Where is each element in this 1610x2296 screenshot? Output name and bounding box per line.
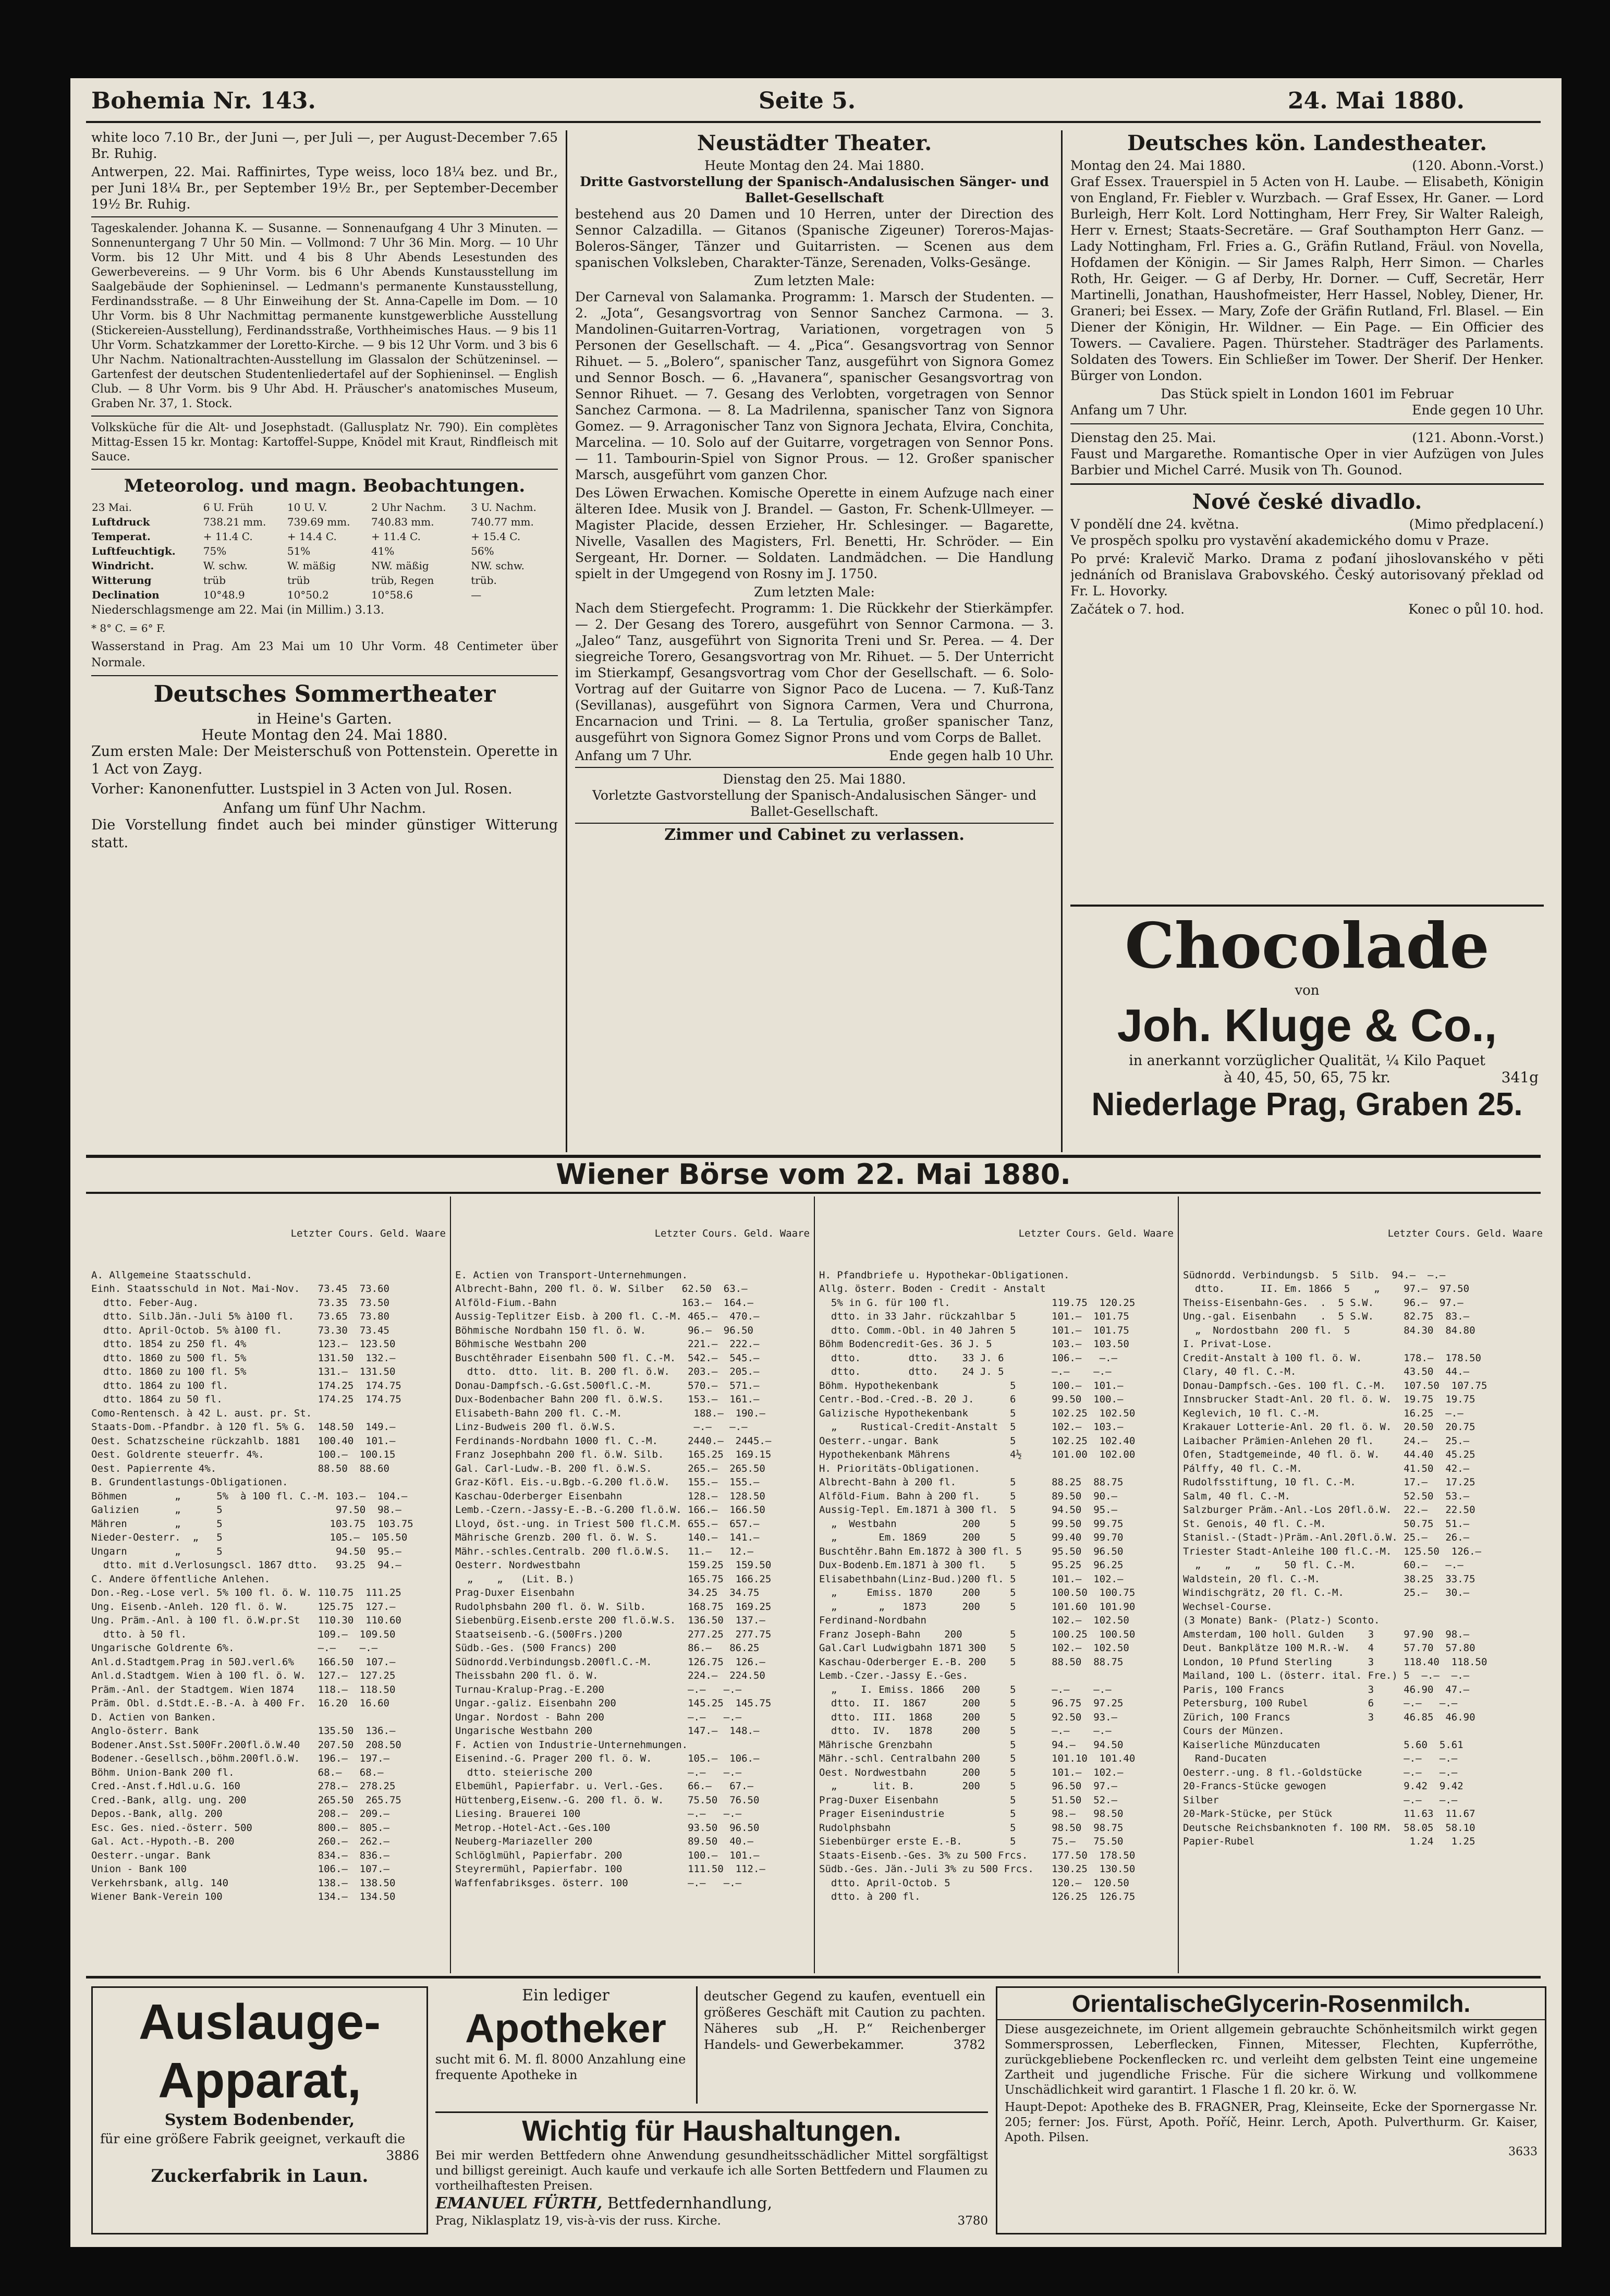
met-head-cell: 2 Uhr Nachm. xyxy=(371,501,446,514)
met-label: Declination xyxy=(92,589,160,601)
met-cell: trüb. xyxy=(471,574,497,587)
header-right: 24. Mai 1880. xyxy=(1288,88,1465,114)
apotheker-text-left: sucht mit 6. M. fl. 8000 Anzahlung eine frequente Apotheke in xyxy=(435,2052,686,2082)
boerse-column-4 xyxy=(1183,1199,1543,1971)
met-label: Temperat. xyxy=(92,530,151,543)
boerse-col4-head: Letzter Cours. Geld. Waare xyxy=(1387,1228,1543,1239)
landestheater-next-abonn: (121. Abonn.-Vorst.) xyxy=(1412,430,1544,445)
landestheater-end: Ende gegen 10 Uhr. xyxy=(1412,402,1544,418)
met-cell: + 11.4 C. xyxy=(371,530,421,543)
boerse-rule-3 xyxy=(1178,1196,1179,1973)
met-footnote: * 8° C. = 6° F. xyxy=(91,622,166,634)
boerse-title-rule xyxy=(86,1192,1541,1194)
met-head-cell: 6 U. Früh xyxy=(203,501,253,514)
sugar-report-antwerpen: Antwerpen, 22. Mai. Raffinirtes, Type weiss, loco 18¼ bez. und Br., per Juni 18¼ Br., per September 19½ Br., per September-December 19½ Br. Ruhig. xyxy=(91,164,558,212)
czech-start: Začátek o 7. hod. xyxy=(1070,602,1185,617)
sommertheater-title: Deutsches Sommertheater xyxy=(153,681,496,707)
boerse-col1-head: Letzter Cours. Geld. Waare xyxy=(290,1228,446,1239)
met-row xyxy=(91,544,558,558)
czech-note: (Mimo předplacení.) xyxy=(1409,517,1544,532)
haushaltungen-business: Bettfedernhandlung, xyxy=(607,2194,772,2213)
met-row xyxy=(91,573,558,588)
neustaedter-intro: bestehend aus 20 Damen und 10 Herren, unter der Direction des Sennor Calzadilla. — Gitanos (Spanische Zigeuner) Toreros-Majas-Boleros-Sänger, Tänzer und Guitarristen. — Scenen aus dem spanischen Volksleben, Charakter-Tänze, Serenaden, Volks-Gesänge. xyxy=(575,206,1054,270)
sommertheater-date: Heute Montag den 24. Mai 1880. xyxy=(201,726,448,743)
czech-end: Konec o půl 10. hod. xyxy=(1408,602,1544,617)
sommertheater-note: Die Vorstellung findet auch bei minder günstiger Witterung statt. xyxy=(91,817,558,851)
neustaedter-program-2: Des Löwen Erwachen. Komische Operette in einem Aufzuge nach einer älteren Idee. Musik von J. Brandel. — Gaston, Fr. Schenk-Ullmeyer. — Magister Placide, dessen Erzieher, Hr. Schlesinger. — Bagarette, Nivelle, Vasallen des Magisters, Frl. Benetti, Hr. Schröder. — Ein Sergeant, Hr. Dorner. — Soldaten. Landmädchen. — Die Handlung spielt in der Umgegend von Rosny im J. 1750. xyxy=(575,485,1054,581)
column-rule-1 xyxy=(566,130,567,1152)
auslauge-heading-1: Auslauge- xyxy=(138,1994,381,2050)
auslauge-seller: Zuckerfabrik in Laun. xyxy=(151,2166,369,2187)
sommertheater-program-2: Vorher: Kanonenfutter. Lustspiel in 3 Acten von Jul. Rosen. xyxy=(91,781,513,797)
zimmer-ad: Zimmer und Cabinet zu verlassen. xyxy=(664,826,965,844)
haushaltungen-name-row xyxy=(435,2194,988,2214)
boerse-col3-body: H. Pfandbriefe u. Hypothekar-Obligationen. Allg. österr. Boden - Credit - Anstalt 5% in G. für 100 fl. 119.75 120.25 dtto. in 33 Jahr. rückzahlbar 5 101.— 101.75 dtto. Comm.-Obl. in 40 Jahren 5 101.— 101.75 Böhm Bodencredit-Ges. 36 J. 5 103.— 103.50 dtto. dtto. 33 J. 6 106.— —.— dtto. dtto. 24 J. 5 —.— —.— Böhm. Hypothekenbank 5 100.— 101.— Centr.-Bod.-Cred.-B. 20 J. 6 99.50 100.— Galizische Hypothekenbank 5 102.25 102.50 „ Rustical-Credit-Anstalt 5 102.— 103.— Oesterr.-ungar. Bank 5 102.25 102.40 Hypothekenbank Mährens 4½ 101.00 102.00 H. Prioritäts-Obligationen. Albrecht-Bahn à 200 fl. 5 88.25 88.75 Alföld-Fium. Bahn à 200 fl. 5 89.50 90.— Aussig-Tepl. Em.1871 à 300 fl. 5 94.50 95.— „ Westbahn 200 5 99.50 99.75 „ Em. 1869 200 5 99.40 99.70 Buschtěhr.Bahn Em.1872 à 300 fl. 5 95.50 96.50 Dux-Bodenb.Em.1871 à 300 fl. 5 95.25 96.25 Elisabethbahn(Linz-Bud.)200 fl. 5 101.— 102.— „ Emiss. 1870 200 5 100.50 100.75 „ „ 1873 200 5 101.60 101.90 Ferdinand-Nordbahn 102.— 102.50 Franz Joseph-Bahn 200 5 100.25 100.50 Gal.Carl Ludwigbahn 1871 300 5 102.— 102.50 Kaschau-Oderberger E.-B. 200 5 88.50 88.75 Lemb.-Czer.-Jassy E.-Ges. „ I. Emiss. 1866 200 5 —.— —.— dtto. II. 1867 200 5 96.75 97.25 dtto. III. 1868 200 5 92.50 93.— dtto. IV. 1878 200 5 —.— —.— Mährische Grenzbahn 5 94.— 94.50 Mähr.-schl. Centralbahn 200 5 101.10 101.40 Oest. Nordwestbahn 200 5 101.— 102.— „ lit. B. 200 5 96.50 97.— Prag-Duxer Eisenbahn 5 51.50 52.— Prager Eisenindustrie 5 98.— 98.50 Rudolphsbahn 5 98.50 98.75 Siebenbürger erste E.-B. 5 75.— 75.50 Staats-Eisenb.-Ges. 3% zu 500 Frcs. 177.50 178.50 Südb.-Ges. Jän.-Juli 3% zu 500 Frcs. 130.25 130.50 dtto. April-Octob. 5 120.— 120.50 dtto. à 200 fl. 126.25 126.75 xyxy=(819,1269,1136,1902)
met-cell: trüb, Regen xyxy=(371,574,434,587)
auslauge-system: System Bodenbender, xyxy=(164,2111,355,2129)
sommertheater-program-1: Zum ersten Male: Der Meisterschuß von Pottenstein. Operette in 1 Act von Zayg. xyxy=(91,743,558,777)
boerse-col4-body: Südnordd. Verbindungsb. 5 Silb. 94.— —.— dtto. II. Em. 1866 5 „ 97.— 97.50 Theiss-Eisenbahn-Ges. . 5 S.W. 96.— 97.— Ung.-gal. Eisenbahn . 5 S.W. 82.75 83.— „ Nordostbahn 200 fl. 5 84.30 84.80 I. Privat-Lose. Credit-Anstalt à 100 fl. ö. W. 178.— 178.50 Clary, 40 fl. C.-M. 43.50 44.— Donau-Dampfsch.-Ges. 100 fl. C.-M. 107.50 107.75 Innsbrucker Stadt-Anl. 20 fl. ö. W. 19.75 19.75 Keglevich, 10 fl. C.-M. 16.25 —.— Krakauer Lotterie-Anl. 20 fl. ö. W. 20.50 20.75 Laibacher Prämien-Anlehen 20 fl. 24.— 25.— Ofen, Stadtgemeinde, 40 fl. ö. W. 44.40 45.25 Pálffy, 40 fl. C.-M. 41.50 42.— Rudolfsstiftung, 10 fl. C.-M. 17.— 17.25 Salm, 40 fl. C.-M. 52.50 53.— Salzburger Präm.-Anl.-Los 20fl.ö.W. 22.— 22.50 St. Genois, 40 fl. C.-M. 50.75 51.— Stanisl.-(Stadt-)Präm.-Anl.20fl.ö.W. 25.— 26.— Triester Stadt-Anleihe 100 fl.C.-M. 125.50 126.— „ „ „ 50 fl. C.-M. 60.— —.— Waldstein, 20 fl. C.-M. 38.25 33.75 Windischgrätz, 20 fl. C.-M. 25.— 30.— Wechsel-Course. (3 Monate) Bank- (Platz-) Sconto. Amsterdam, 100 holl. Gulden 3 97.90 98.— Deut. Bankplätze 100 M.R.-W. 4 57.70 57.80 London, 10 Pfund Sterling 3 118.40 118.50 Mailand, 100 L. (österr. ital. Fre.) 5 —.— —.— Paris, 100 Francs 3 46.90 47.— Petersburg, 100 Rubel 6 —.— —.— Zürich, 100 Francs 3 46.85 46.90 Cours der Münzen. Kaiserliche Münzducaten 5.60 5.61 Rand-Ducaten —.— —.— Oesterr.-ung. 8 fl.-Goldstücke —.— —.— 20-Francs-Stücke gewogen 9.42 9.42 Silber —.— —.— 20-Mark-Stücke, per Stück 11.63 11.67 Deutsche Reichsbanknoten f. 100 RM. 58.05 58.10 Papier-Rubel 1.24 1.25 xyxy=(1183,1269,1487,1847)
met-cell: W. mäßig xyxy=(287,559,336,572)
neustaedter-next-date: Dienstag den 25. Mai 1880. xyxy=(723,772,906,787)
chocolade-prices: à 40, 45, 50, 65, 75 kr. xyxy=(1223,1069,1391,1086)
chocolade-price-row xyxy=(1070,1069,1544,1086)
auslauge-heading-2: Apparat, xyxy=(158,2053,361,2108)
met-cell: 10°50.2 xyxy=(287,589,329,601)
sommertheater-start: Anfang um fünf Uhr Nachm. xyxy=(223,800,426,816)
boerse-column-2 xyxy=(455,1199,810,1971)
met-row xyxy=(91,515,558,529)
czech-theater-title: Nové české divadlo. xyxy=(1192,490,1422,514)
column-rule-2 xyxy=(1061,130,1063,1152)
boerse-rule-2 xyxy=(814,1196,815,1973)
tageskalender: Tageskalender. Johanna K. — Susanne. — Sonnenaufgang 4 Uhr 3 Minuten. — Sonnenuntergang 7 Uhr 50 Min. — Vollmond: 7 Uhr 36 Min. Morg. — 10 Uhr Vorm. bis 12 Uhr Mitt. und 4 bis 8 Uhr Abends Lesestunden des Gewerbevereins. — 9 Uhr Vorm. bis 6 Uhr Abends Kunstausstellung im Saalgebäude der Sophieninsel. — Ledmann's permanente Kunstausstellung, Ferdinandsstraße. — 8 Uhr Einweihung der St. Anna-Capelle im Dom. — 10 Uhr Vorm. bis 8 Uhr Nachmittag permanente kunstgewerbliche Ausstellung (Stickereien-Ausstellung), Ferdinandsstraße, Vorthheimisches Haus. — 9 bis 11 Uhr Vorm. Schatzkammer der Loretto-Kirche. — 9 bis 12 Uhr Vorm. und 3 bis 6 Uhr Nachm. Nationaltrachten-Ausstellung im Glassalon der Schützeninsel. — Gartenfest der deutschen Studentenliedertafel auf der Sophieninsel. — English Club. — 8 Uhr Vorm. bis 9 Uhr Abd. H. Präuscher's anatomisches Museum, Graben Nr. 37, 1. Stock. xyxy=(91,222,558,410)
haushaltungen-address: Prag, Niklasplatz 19, vis-à-vis der russ. Kirche. xyxy=(435,2214,721,2228)
haushaltungen-name: EMANUEL FÜRTH, xyxy=(435,2194,603,2213)
rosenmilch-ad xyxy=(996,1986,1546,2234)
met-head-cell: 3 U. Nachm. xyxy=(471,501,536,514)
met-cell: W. schw. xyxy=(203,559,248,572)
haushaltungen-number: 3780 xyxy=(957,2214,988,2228)
boerse-bottom-rule xyxy=(86,1976,1541,1979)
newspaper-page xyxy=(70,78,1562,2247)
met-cell: 10°58.6 xyxy=(371,589,413,601)
met-cell: 740.77 mm. xyxy=(471,516,534,528)
rosenmilch-depot: Haupt-Depot: Apotheke des B. FRAGNER, Prag, Kleinseite, Ecke der Spornergasse Nr. 205; ferner: Jos. Fürst, Apoth. Poříč, Heinr. Lerch, Apoth. Pulverthurm. Gr. Kaiser, Apoth. Pilsen. xyxy=(1005,2100,1538,2144)
met-cell: 41% xyxy=(371,545,395,557)
landestheater-title: Deutsches kön. Landestheater. xyxy=(1127,131,1487,155)
met-cell: trüb xyxy=(287,574,310,587)
met-header-row xyxy=(91,500,558,515)
neustaedter-times xyxy=(575,748,1054,764)
met-cell: + 11.4 C. xyxy=(203,530,253,543)
met-head-cell: 23 Mai. xyxy=(92,501,132,514)
neustaedter-program-1: Der Carneval von Salamanka. Programm: 1. Marsch der Studenten. — 2. „Jota“, Gesangsvortrag von Sennor Sanchez Carmona. — 3. Mandolinen-Guitarren-Vortrag, Variationen, vorgetragen von 5 Personen der Gesellschaft. — 4. „Pica“. Gesangsvortrag von Sennor Rihuet. — 5. „Bolero“, spanischer Tanz, ausgeführt von Signora Gomez und Sennor Bosch. — 6. „Havanera“, spanischer Gesangsvortrag von Sennor Rihuet. — 7. Gesang des Verlobten, vorgetragen von Sennor Sanchez Carmona. — 8. La Madrilenna, spanischer Tanz von Signora Gomez. — 9. Arragonischer Tanz von Signora Jechata, Elvira, Conchita, Marcelina. — 10. Solo auf der Guitarre, vorgetragen von Sennor Pons. — 11. Tambourin-Spiel von Signor Prous. — 12. Großer spanischer Marsch, ausgeführt vom ganzen Chor. xyxy=(575,289,1054,482)
haushaltungen-heading: Wichtig für Haushaltungen. xyxy=(522,2114,901,2147)
landestheater-next-row xyxy=(1070,430,1544,446)
boerse-rule-1 xyxy=(450,1196,451,1973)
chocolade-heading: Chocolade xyxy=(1125,909,1490,983)
landestheater-abonn: (120. Abonn.-Vorst.) xyxy=(1412,158,1544,173)
landestheater-program: Graf Essex. Trauerspiel in 5 Acten von H. Laube. — Elisabeth, Königin von England, Fr. Fiebler v. Wurzbach. — Graf Essex, Hr. Ganer. — Lord Burleigh, Herr Kolt. Lord Nottingham, Herr Frey, Sir Walter Raleigh, Herr v. Ernest; Staats-Secretäre. — Graf Southampton Herr Ganz. — Lady Nottingham, Frl. Fries a. G., Gräfin Rutland, Fräul. von Novella, Hofdamen der Königin. — Sir James Ralph, Herr Simon. — Charles Roth, Hr. Geiger. — G af Derby, Hr. Dorner. — Cuff, Secretär, Herr Martinelli, Jonathan, Haushofmeister, Herr Hassel, Nobley, Diener, Hr. Graneri; bei Essex. — Mary, Zofe der Gräfin Rutland, Frl. Blasel. — Ein Diener der Königin, Hr. Wildner. — Ein Page. — Ein Officier des Towers. — Cavaliere. Pagen. Thürsteher. Stadträger des Parlaments. Soldaten des Towers. Ein Schließer im Tower. Der Sherif. Der Henker. Bürger von London. xyxy=(1070,174,1544,383)
neustaedter-subtitle: Dritte Gastvorstellung der Spanisch-Andalusischen Sänger- und Ballet-Gesellschaft xyxy=(580,174,1049,205)
boerse-col2-body: E. Actien von Transport-Unternehmungen. Albrecht-Bahn, 200 fl. ö. W. Silber 62.50 63.— Alföld-Fium.-Bahn 163.— 164.— Aussig-Teplitzer Eisb. à 200 fl. C.-M. 465.— 470.— Böhmische Nordbahn 150 fl. ö. W. 96.— 96.50 Böhmische Westbahn 200 221.— 222.— Buschtěhrader Eisenbahn 500 fl. C.-M. 542.— 545.— dtto. dtto. lit. B. 200 fl. ö.W. 203.— 205.— Donau-Dampfsch.-G.Gst.500fl.C.-M. 570.— 571.— Dux-Bodenbacher Bahn 200 fl. ö.W.S. 153.— 161.— Elisabeth-Bahn 200 fl. C.-M. 188.— 190.— Linz-Budweis 200 fl. ö.W.S. —.— —.— Ferdinands-Nordbahn 1000 fl. C.-M. 2440.— 2445.— Franz Josephbahn 200 fl. ö.W. Silb. 165.25 169.15 Gal. Carl-Ludw.-B. 200 fl. ö.W.S. 265.— 265.50 Graz-Köfl. Eis.-u.Bgb.-G.200 fl.ö.W. 155.— 155.— Kaschau-Oderberger Eisenbahn 128.— 128.50 Lemb.-Czern.-Jassy-E.-B.-G.200 fl.ö.W. 166.— 166.50 Lloyd, öst.-ung. in Triest 500 fl.C.M. 655.— 657.— Mährische Grenzb. 200 fl. ö. W. S. 140.— 141.— Mähr.-schles.Centralb. 200 fl.ö.W.S. 11.— 12.— Oesterr. Nordwestbahn 159.25 159.50 „ „ (Lit. B.) 165.75 166.25 Prag-Duxer Eisenbahn 34.25 34.75 Rudolphsbahn 200 fl. ö. W. Silb. 168.75 169.25 Siebenbürg.Eisenb.erste 200 fl.ö.W.S. 136.50 137.— Staatseisenb.-G.(500Frs.)200 277.25 277.75 Südb.-Ges. (500 Francs) 200 86.— 86.25 Südnordd.Verbindungsb.200fl.C.-M. 126.75 126.— Theissbahn 200 fl. ö. W. 224.— 224.50 Turnau-Kralup-Prag.-E.200 —.— —.— Ungar.-galiz. Eisenbahn 200 145.25 145.75 Ungar. Nordost - Bahn 200 —.— —.— Ungarische Westbahn 200 147.— 148.— F. Actien von Industrie-Unternehmungen. Eisenind.-G. Prager 200 fl. ö. W. 105.— 106.— dtto. steierische 200 —.— —.— Elbemühl, Papierfabr. u. Verl.-Ges. 66.— 67.— Hüttenberg,Eisenw.-G. 200 fl. ö. W. 75.50 76.50 Liesing. Brauerei 100 —.— —.— Metrop.-Hotel-Act.-Ges.100 93.50 96.50 Neuberg-Mariazeller 200 89.50 40.— Schlöglmühl, Papierfabr. 200 100.— 101.— Steyrermühl, Papierfabr. 100 111.50 112.— Waffenfabriksges. österr. 100 —.— —.— xyxy=(455,1269,772,1889)
chocolade-von: von xyxy=(1295,983,1320,998)
auslauge-text-row xyxy=(93,2131,426,2163)
met-label: Windricht. xyxy=(92,559,154,572)
chocolade-quality: in anerkannt vorzüglicher Qualität, ¼ Kilo Paquet xyxy=(1129,1053,1485,1069)
boerse-title: Wiener Börse vom 22. Mai 1880. xyxy=(556,1158,1071,1191)
landestheater-date: Montag den 24. Mai 1880. xyxy=(1070,158,1246,173)
apotheker-heading: Apotheker xyxy=(465,2005,666,2051)
landestheater-date-row xyxy=(1070,157,1544,174)
met-cell: + 14.4 C. xyxy=(287,530,337,543)
neustaedter-title: Neustädter Theater. xyxy=(697,131,932,155)
met-cell: — xyxy=(471,589,482,601)
auslauge-text: für eine größere Fabrik geeignet, verkauft die xyxy=(100,2131,406,2146)
met-row xyxy=(91,529,558,544)
header-left: Bohemia Nr. 143. xyxy=(91,88,316,114)
met-cell: 51% xyxy=(287,545,311,557)
apotheker-lead: Ein lediger xyxy=(522,1986,609,2005)
chocolade-firm: Joh. Kluge & Co., xyxy=(1117,999,1497,1051)
haushaltungen-address-row xyxy=(435,2214,988,2228)
apotheker-text-right: deutscher Gegend zu kaufen, eventuell ein größeres Geschäft mit Caution zu pachten. Näheres sub „H. P.“ Reichenberger Handels- und Gewerbekammer. xyxy=(704,1989,985,2052)
met-label: Luftfeuchtigk. xyxy=(92,545,176,557)
landestheater-setting: Das Stück spielt in London 1601 im Februar xyxy=(1161,386,1454,401)
volkskueche: Volksküche für die Alt- und Josephstadt. (Gallusplatz Nr. 790). Ein complètes Mittag-Essen 15 kr. Montag: Kartoffel-Suppe, Knödel mit Kraut, Rindfleisch mit Sauce. xyxy=(91,421,558,463)
czech-program: Po prvé: Kralevič Marko. Drama z pođaní jihoslovanského v pěti jednáních od Branislava Grabovského. Český autorisovaný překlad od Fr. L. Hovorky. xyxy=(1070,551,1544,599)
boerse-col3-head: Letzter Cours. Geld. Waare xyxy=(1018,1228,1174,1239)
rosenmilch-heading: OrientalischeGlycerin-Rosenmilch. xyxy=(997,1988,1545,2020)
auslauge-ad xyxy=(91,1986,428,2234)
met-note: Niederschlagsmenge am 22. Mai (in Millim.) 3.13. xyxy=(91,604,384,617)
met-cell: NW. mäßig xyxy=(371,559,429,572)
landestheater-times xyxy=(1070,402,1544,418)
met-row xyxy=(91,558,558,573)
met-cell: 740.83 mm. xyxy=(371,516,434,528)
met-head-cell: 10 U. V. xyxy=(287,501,327,514)
header-rule xyxy=(86,121,1541,123)
auslauge-number: 3886 xyxy=(386,2148,419,2163)
met-cell: 10°48.9 xyxy=(203,589,245,601)
met-cell: 75% xyxy=(203,545,227,557)
column-1 xyxy=(91,129,558,1151)
czech-date: V pondělí dne 24. května. xyxy=(1070,517,1239,532)
met-cell: + 15.4 C. xyxy=(471,530,521,543)
met-label: Luftdruck xyxy=(92,516,150,528)
neustaedter-next-desc: Vorletzte Gastvorstellung der Spanisch-Andalusischen Sänger- und Ballet-Gesellschaft. xyxy=(592,788,1036,819)
meteorology-table xyxy=(91,500,558,602)
sommertheater-sub: in Heine's Garten. xyxy=(257,710,392,727)
boerse-col2-head: Letzter Cours. Geld. Waare xyxy=(654,1228,810,1239)
boerse-column-3 xyxy=(819,1199,1174,1971)
rosenmilch-body: Diese ausgezeichnete, im Orient allgemein gebrauchte Schönheitsmilch wirkt gegen Sommersprossen, Leberflecken, Finnen, Mitesser, Flechten, Kupferröthe, zurückgebliebene Pockenflecken rc. und verleiht dem gelbsten Teint eine ungemeine Zartheit und jugendliche Frische. Für die sichere Wirkung und vollkommene Unschädlichkeit wird garantirt. 1 Flasche 1 fl. 20 kr. ö. W. xyxy=(1005,2023,1538,2097)
neustaedter-program-3: Nach dem Stiergefecht. Programm: 1. Die Rückkehr der Stierkämpfer. — 2. Der Gesang des Torero, ausgeführt von Sennor Carmona. — 3. „Jaleo“ Tanz, ausgeführt von Signorita Treni und Sr. Perea. — 4. Der siegreiche Torero, Gesangsvortrag von Mr. Rihuet. — 5. Der Unterricht im Stierkampf, Gesangsvortrag vom Chor der Gesellschaft. — 6. Solo-Vortrag auf der Guitarre von Signor Paco de Lucena. — 7. Kuß-Tanz (Sevillanas), ausgeführt von Signora Carmen, Vera und Churrona, Encarnacion und Trini. — 8. La Tertulia, großer spanischer Tanz, ausgeführt von Signora Gomez Signor Prons und vom Corps de Ballet. xyxy=(575,601,1054,745)
met-label: Witterung xyxy=(92,574,152,587)
rosenmilch-number: 3633 xyxy=(1508,2145,1538,2158)
chocolade-ad xyxy=(1070,905,1544,1152)
met-cell: 56% xyxy=(471,545,494,557)
column-3 xyxy=(1070,129,1544,901)
met-cell: trüb xyxy=(203,574,226,587)
wasserstand: Wasserstand in Prag. Am 23 Mai um 10 Uhr Vorm. 48 Centimeter über Normale. xyxy=(91,640,558,669)
met-row xyxy=(91,588,558,602)
landestheater-start: Anfang um 7 Uhr. xyxy=(1070,402,1188,418)
boerse-column-1 xyxy=(91,1199,446,1971)
czech-date-row xyxy=(1070,516,1544,532)
landestheater-next-program: Faust und Margarethe. Romantische Oper in vier Aufzügen von Jules Barbier und Michel Carré. Musik von Th. Gounod. xyxy=(1070,446,1544,478)
boerse-col1-body: A. Allgemeine Staatsschuld. Einh. Staatsschuld in Not. Mai-Nov. 73.45 73.60 dtto. Feber-Aug. 73.35 73.50 dtto. Silb.Jän.-Juli 5% à100 fl. 73.65 73.80 dtto. April-Octob. 5% à100 fl. 73.30 73.45 dtto. 1854 zu 250 fl. 4% 123.— 123.50 dtto. 1860 zu 500 fl. 5% 131.50 132.— dtto. 1860 zu 100 fl. 5% 131.— 131.50 dtto. 1864 zu 100 fl. 174.25 174.75 dtto. 1864 zu 50 fl. 174.25 174.75 Como-Rentensch. à 42 L. aust. pr. St. Staats-Dom.-Pfandbr. à 120 fl. 5% G. 148.50 149.— Oest. Schatzscheine rückzahlb. 1881 100.40 101.— Oest. Goldrente steuerfr. 4%. 100.— 100.15 Oest. Papierrente 4%. 88.50 88.60 B. Grundentlastungs-Obligationen. Böhmen „ 5% à 100 fl. C.-M. 103.— 104.— Galizien „ 5 97.50 98.— Mähren „ 5 103.75 103.75 Nieder-Oesterr. „ 5 105.— 105.50 Ungarn „ 5 94.50 95.— dtto. mit d.Verlosungscl. 1867 dtto. 93.25 94.— C. Andere öffentliche Anlehen. Don.-Reg.-Lose verl. 5% 100 fl. ö. W. 110.75 111.25 Ung. Eisenb.-Anleh. 120 fl. ö. W. 125.75 127.— Ung. Präm.-Anl. à 100 fl. ö.W.pr.St 110.30 110.60 dtto. à 50 fl. 109.— 109.50 Ungarische Goldrente 6%. —.— —.— Anl.d.Stadtgem.Prag in 50J.verl.6% 166.50 107.— Anl.d.Stadtgem. Wien à 100 fl. ö. W. 127.— 127.25 Präm.-Anl. der Stadtgem. Wien 1874 118.— 118.50 Präm. Obl. d.Stdt.E.-B.-A. à 400 Fr. 16.20 16.60 D. Actien von Banken. Anglo-österr. Bank 135.50 136.— Bodener.Anst.Sst.500Fr.200fl.ö.W.40 207.50 208.50 Bodener.-Gesellsch.,böhm.200fl.ö.W. 196.— 197.— Böhm. Union-Bank 200 fl. 68.— 68.— Cred.-Anst.f.Hdl.u.G. 160 278.— 278.25 Cred.-Bank, allg. ung. 200 265.50 265.75 Depos.-Bank, allg. 200 208.— 209.— Esc. Ges. nied.-österr. 500 800.— 805.— Gal. Act.-Hypoth.-B. 200 260.— 262.— Oesterr.-ungar. Bank 834.— 836.— Union - Bank 100 106.— 107.— Verkehrsbank, allg. 140 138.— 138.50 Wiener Bank-Verein 100 134.— 134.50 xyxy=(91,1269,413,1902)
met-cell: 739.69 mm. xyxy=(287,516,350,528)
haushaltungen-body: Bei mir werden Bettfedern ohne Anwendung gesundheitsschädlicher Mittel sorgfältigst und billigst gereinigt. Auch kaufe und verkaufe ich alle Sorten Bettfedern und Flaumen zu vortheilhaftesten Preisen. xyxy=(435,2149,988,2193)
neustaedter-last-time-1: Zum letzten Male: xyxy=(754,273,875,288)
apotheker-ad xyxy=(435,1986,988,2106)
sugar-report-1: white loco 7.10 Br., der Juni —, per Juli —, per August-December 7.65 Br. Ruhig. xyxy=(91,130,558,161)
landestheater-next-date: Dienstag den 25. Mai. xyxy=(1070,430,1216,445)
header-center: Seite 5. xyxy=(759,88,856,114)
chocolade-number: 341g xyxy=(1501,1069,1539,1086)
met-cell: NW. schw. xyxy=(471,559,525,572)
neustaedter-start: Anfang um 7 Uhr. xyxy=(575,748,692,763)
czech-times xyxy=(1070,601,1544,617)
neustaedter-date: Heute Montag den 24. Mai 1880. xyxy=(704,158,924,173)
apotheker-number: 3782 xyxy=(953,2037,985,2052)
meteorology-title: Meteorolog. und magn. Beobachtungen. xyxy=(124,475,526,496)
neustaedter-last-time-2: Zum letzten Male: xyxy=(754,584,875,600)
czech-benefit: Ve prospěch spolku pro vystavění akademického domu v Praze. xyxy=(1070,533,1490,548)
haushaltungen-ad xyxy=(435,2111,988,2234)
met-cell: 738.21 mm. xyxy=(203,516,266,528)
chocolade-depot: Niederlage Prag, Graben 25. xyxy=(1091,1086,1523,1122)
neustaedter-end: Ende gegen halb 10 Uhr. xyxy=(889,748,1054,763)
column-2 xyxy=(575,129,1054,1151)
